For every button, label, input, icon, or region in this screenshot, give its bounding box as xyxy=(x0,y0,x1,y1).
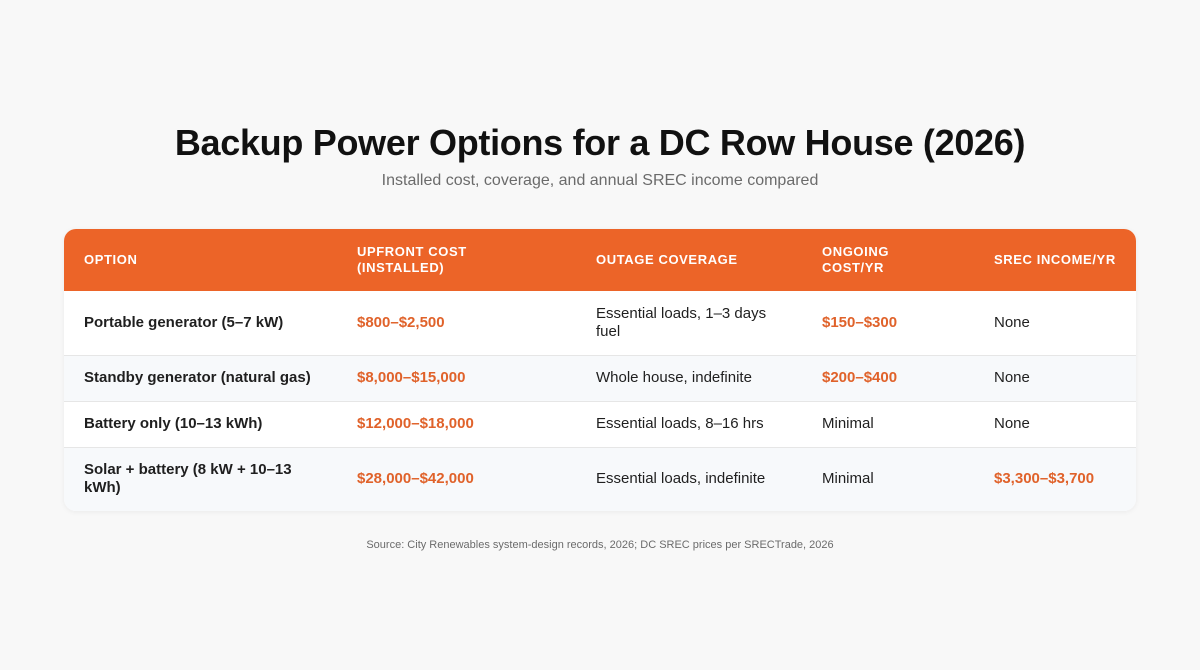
table-row xyxy=(64,447,1136,511)
cell-ongoing-cost: Minimal xyxy=(822,415,874,432)
header-ongoing-cost: ONGOING COST/YR xyxy=(822,244,890,275)
cell-option: Standby generator (natural gas) xyxy=(84,369,311,386)
table-row xyxy=(64,401,1136,447)
cell-outage-coverage: Essential loads, indefinite xyxy=(596,470,766,488)
cell-option: Portable generator (5–7 kW) xyxy=(84,313,284,331)
cell-ongoing-cost: Minimal xyxy=(822,470,874,488)
cell-option: Solar + battery (8 kW + 10–13 kWh) xyxy=(84,461,292,497)
cell-upfront-cost: $8,000–$15,000 xyxy=(357,369,466,386)
cell-srec-income: None xyxy=(994,369,1030,386)
header-outage-coverage: OUTAGE COVERAGE xyxy=(596,252,738,267)
cell-outage-coverage: Whole house, indefinite xyxy=(596,369,752,386)
cell-option: Battery only (10–13 kWh) xyxy=(84,415,263,432)
cell-upfront-cost: $28,000–$42,000 xyxy=(357,470,474,488)
cell-srec-income: $3,300–$3,700 xyxy=(994,470,1095,488)
cell-outage-coverage: Essential loads, 1–3 days fuel xyxy=(596,304,767,340)
cell-ongoing-cost: $200–$400 xyxy=(822,369,898,386)
source-note: Source: City Renewables system-design records, 2026; DC SREC prices per SRECTrade, 2026 xyxy=(366,539,834,551)
header-upfront-cost: UPFRONT COST (INSTALLED) xyxy=(357,244,467,275)
comparison-table-card xyxy=(64,229,1136,511)
cell-upfront-cost: $800–$2,500 xyxy=(357,313,445,331)
table-row xyxy=(64,355,1136,401)
cell-ongoing-cost: $150–$300 xyxy=(822,313,898,331)
cell-outage-coverage: Essential loads, 8–16 hrs xyxy=(596,415,764,432)
header-option: OPTION xyxy=(84,252,138,267)
cell-srec-income: None xyxy=(994,313,1030,331)
page-subtitle: Installed cost, coverage, and annual SREC income compared xyxy=(381,172,819,189)
cell-upfront-cost: $12,000–$18,000 xyxy=(357,415,474,432)
comparison-table xyxy=(64,229,1136,511)
table-row xyxy=(64,291,1136,355)
table-header-row xyxy=(64,229,1136,291)
cell-srec-income: None xyxy=(994,415,1030,432)
page-title: Backup Power Options for a DC Row House (2026) xyxy=(174,122,1026,163)
header-srec-income: SREC INCOME/YR xyxy=(994,252,1116,267)
